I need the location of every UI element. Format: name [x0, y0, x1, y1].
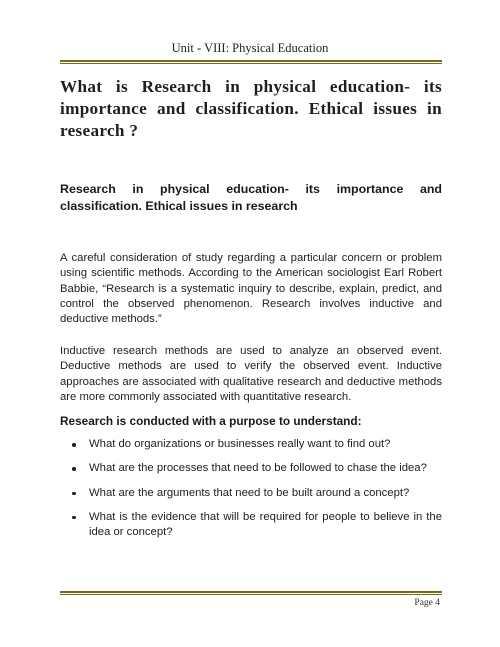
list-item — [60, 461, 442, 476]
header-rule — [60, 60, 442, 64]
bullet-icon — [72, 516, 76, 520]
bullet-icon — [72, 492, 76, 496]
list-item-text: What are the processes that need to be followed to chase the idea? — [89, 462, 427, 475]
purpose-heading: Research is conducted with a purpose to understand: — [60, 414, 362, 428]
bullet-icon — [72, 467, 76, 471]
page-header: Unit - VIII: Physical Education — [171, 41, 329, 55]
list-item — [60, 437, 442, 452]
paragraph-methods: Inductive research methods are used to analyze an observed event. Deductive methods are used to verify the observed event. Inductive approaches are associated with qualitative research and deductive methods are more commonly associated with quantitative research. — [60, 345, 442, 403]
main-title: What is Research in physical education- its importance and classification. Ethical issues in research ? — [60, 77, 442, 140]
purpose-list — [60, 437, 442, 549]
section-heading: Research in physical education- its importance and classification. Ethical issues in research — [60, 182, 442, 213]
bullet-icon — [72, 443, 76, 447]
list-item-text: What is the evidence that will be required for people to believe in the idea or concept? — [89, 510, 442, 539]
footer-rule — [60, 591, 442, 595]
page-number: Page 4 — [414, 598, 440, 608]
list-item-text: What do organizations or businesses really want to find out? — [89, 438, 391, 450]
list-item — [60, 510, 442, 541]
list-item — [60, 486, 442, 501]
paragraph-definition: A careful consideration of study regarding a particular concern or problem using scientific methods. According to the American sociologist Earl Robert Babbie, “Research is a systematic inquiry to describe, explain, predict, and control the observed phenomenon. Research involves inductive and deductive methods.” — [60, 252, 442, 326]
list-item-text: What are the arguments that need to be built around a concept? — [89, 486, 410, 499]
